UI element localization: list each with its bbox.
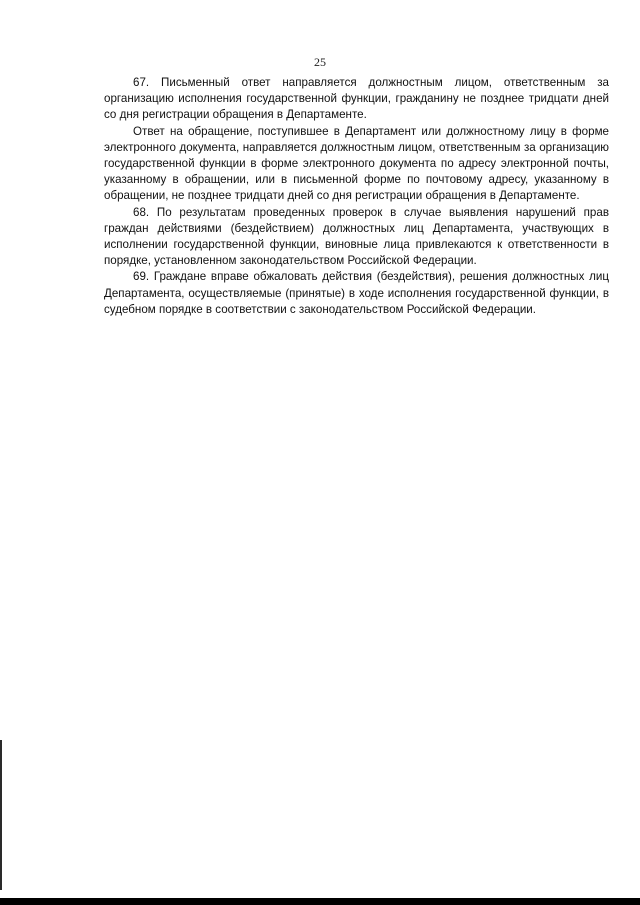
paragraph-67: 67. Письменный ответ направляется должностным лицом, ответственным за организацию исполнения государственной функции, гражданину не позднее тридцати дней со дня регистрации обращения в Департаменте. — [104, 76, 609, 122]
document-body — [104, 75, 609, 318]
paragraph-69: 69. Граждане вправе обжаловать действия (бездействия), решения должностных лиц Департамента, осуществляемые (принятые) в ходе исполнения государственной функции, в судебном порядке в соответствии с законодательством Российской Федерации. — [104, 270, 609, 316]
scan-edge-bottom — [0, 898, 640, 905]
page-number: 25 — [314, 55, 326, 69]
paragraph-68: 68. По результатам проведенных проверок в случае выявления нарушений прав граждан действиями (бездействием) должностных лиц Департамента, участвующих в исполнении государственной функции, виновные лица привлекаются к ответственности в порядке, установленном законодательством Российской Федерации. — [104, 205, 609, 268]
paragraph-electronic-reply: Ответ на обращение, поступившее в Департамент или должностному лицу в форме электронного документа, направляется должностным лицом, ответственным за организацию государственной функции в форме электронного документа по адресу электронной почты, указанному в обращении, или в письменной форме по почтовому адресу, указанному в обращении, не позднее тридцати дней со дня регистрации обращения в Департаменте. — [104, 124, 609, 203]
scan-edge-left — [0, 740, 2, 890]
